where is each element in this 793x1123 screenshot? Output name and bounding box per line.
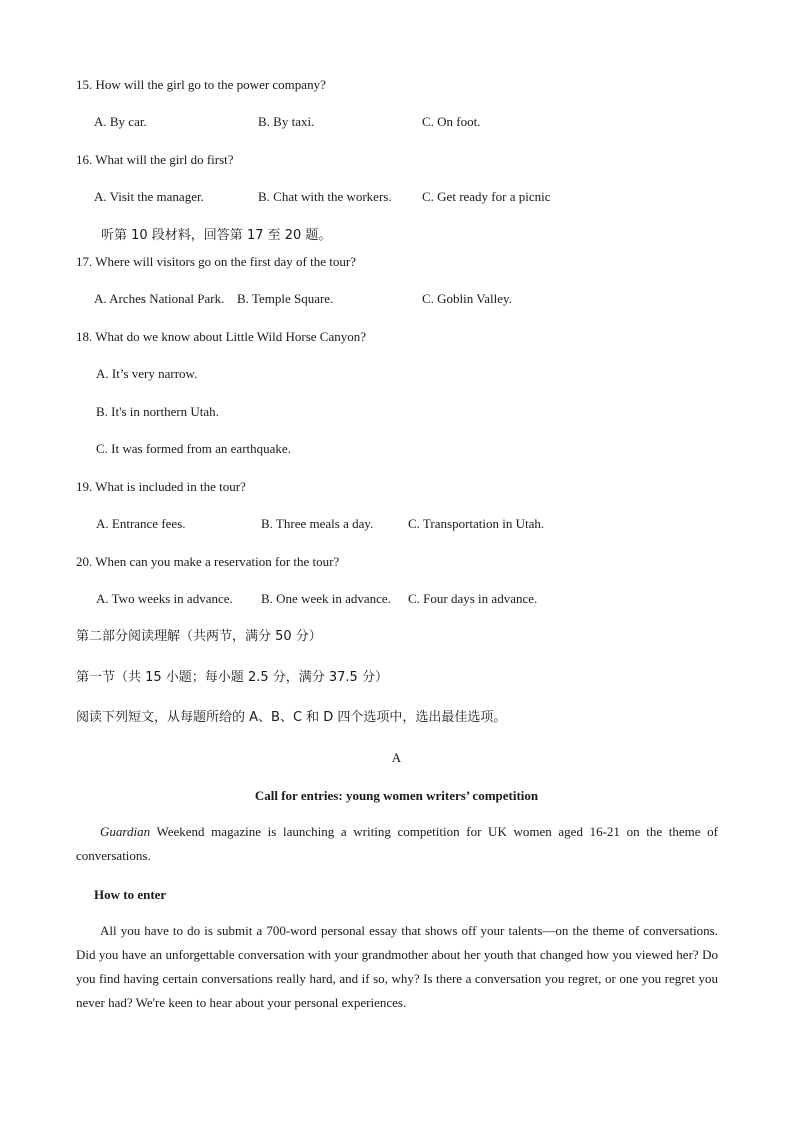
q16-option-b: B. Chat with the workers. [258, 189, 392, 204]
question-18: 18. What do we know about Little Wild Horse Canyon? [76, 329, 366, 344]
subheading-how-to-enter: How to enter [94, 887, 167, 902]
q20-option-c: C. Four days in advance. [408, 591, 538, 606]
q19-option-c: C. Transportation in Utah. [408, 516, 545, 531]
passage-title: Call for entries: young women writers’ competition [254, 788, 539, 803]
q17-option-a: A. Arches National Park. [94, 291, 225, 306]
q16-option-c: C. Get ready for a picnic [422, 189, 551, 204]
q17-option-b: B. Temple Square. [237, 291, 334, 306]
q17-option-c: C. Goblin Valley. [422, 291, 512, 306]
q19-option-a: A. Entrance fees. [96, 516, 186, 531]
paragraph-1 [76, 820, 718, 868]
q18-option-c: C. It was formed from an earthquake. [96, 441, 291, 456]
q18-option-b: B. It's in northern Utah. [96, 404, 219, 419]
guardian-italic: Guardian [100, 824, 151, 839]
q15-option-b: B. By taxi. [258, 114, 315, 129]
question-17: 17. Where will visitors go on the first day of the tour? [76, 254, 356, 269]
section-10-instruction: 听第 10 段材料，回答第 17 至 20 题。 [101, 228, 332, 243]
q18-option-a: A. It’s very narrow. [96, 366, 198, 381]
question-19: 19. What is included in the tour? [76, 479, 246, 494]
reading-instruction: 阅读下列短文，从每题所给的 A、B、C 和 D 四个选项中，选出最佳选项。 [76, 710, 507, 725]
passage-label: A [391, 750, 402, 765]
part-two-title: 第二部分阅读理解（共两节，满分 50 分） [76, 629, 322, 644]
q15-option-c: C. On foot. [422, 114, 481, 129]
question-15: 15. How will the girl go to the power company? [76, 77, 326, 92]
section-one-title: 第一节（共 15 小题；每小题 2.5 分，满分 37.5 分） [76, 670, 388, 685]
q16-option-a: A. Visit the manager. [94, 189, 204, 204]
q20-option-a: A. Two weeks in advance. [96, 591, 233, 606]
paragraph-2: All you have to do is submit a 700-word personal essay that shows off your talents—on the theme of conversations. Did you have an unforgettable conversation with your grandmother about her youth that changed how you viewed her? Do you find having certain conversations really hard, and if so, why? Is there a conversation you regret, or one you regret you never had? We're keen to hear about your personal experiences. [76, 923, 718, 1010]
question-16: 16. What will the girl do first? [76, 152, 234, 167]
question-20: 20. When can you make a reservation for the tour? [76, 554, 340, 569]
paragraph-1-text: Weekend magazine is launching a writing competition for UK women aged 16-21 on the theme of conversations. [76, 824, 718, 863]
q15-option-a: A. By car. [94, 114, 147, 129]
q20-option-b: B. One week in advance. [261, 591, 391, 606]
q19-option-b: B. Three meals a day. [261, 516, 374, 531]
